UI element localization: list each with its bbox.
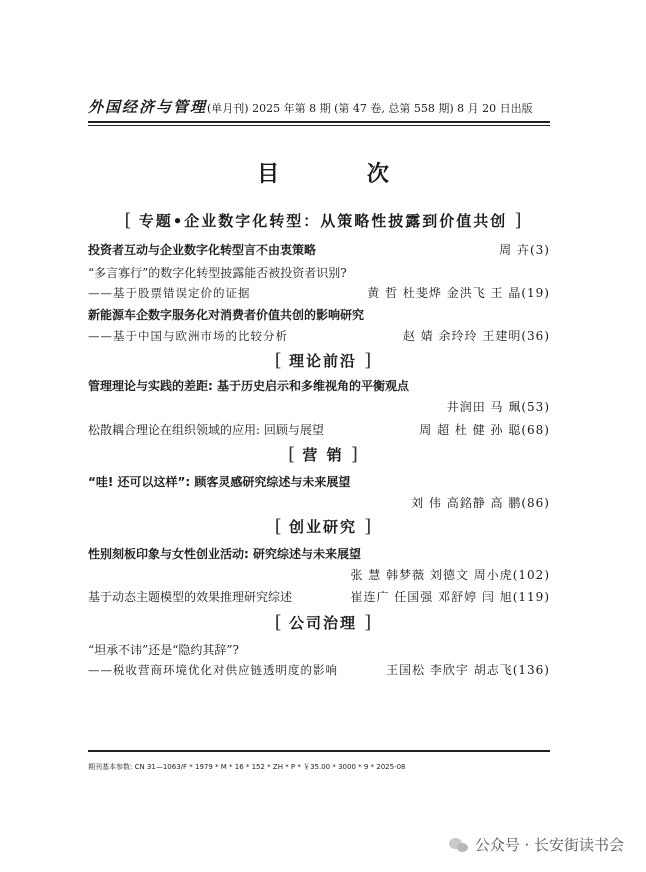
bracket-right-icon: ] [364,612,372,633]
toc-entry[interactable] [88,641,550,658]
toc-entry[interactable] [88,473,550,490]
article-authors-page: 赵 婧 余玲玲 王建明(36) [402,329,550,343]
toc-entry[interactable] [88,377,550,394]
section-heading-theory [0,350,646,371]
toc-entry[interactable] [88,588,550,605]
bracket-right-icon: ] [350,444,358,465]
article-title: 松散耦合理论在组织领域的应用: 回顾与展望 [88,423,324,437]
section-title: 公司治理 [288,614,357,632]
article-title: 新能源车企数字服务化对消费者价值共创的影响研究 [88,308,365,322]
article-authors-page: 王国松 李欣宇 胡志飞(136) [386,663,550,677]
bracket-left-icon: [ [274,350,282,371]
article-authors-page: 周 卉(3) [499,243,550,257]
section-heading-marketing [0,444,646,465]
page-title: 目 次 [257,161,429,187]
bracket-left-icon: [ [274,516,282,537]
section-heading-entrepreneurship [0,516,646,537]
watermark [449,834,624,855]
watermark-text: 公众号 · 长安街读书会 [474,836,624,854]
bracket-left-icon: [ [274,612,282,633]
bracket-left-icon: [ [124,210,132,231]
section-title: 营 销 [302,446,344,464]
article-authors-page: 刘 伟 高銘静 高 鹏(86) [411,496,550,510]
header-rule-thick [88,121,550,123]
toc-entry[interactable] [88,241,550,258]
section-title: 创业研究 [288,518,357,536]
article-authors-page: 周 超 杜 健 孙 聪(68) [419,423,550,437]
article-subtitle: ——基于中国与欧洲市场的比较分析 [88,329,288,343]
header-rule-thin [88,125,550,126]
article-title: 投资者互动与企业数字化转型言不由衷策略 [88,243,317,257]
article-title: 基于动态主题模型的效果推理研究综述 [88,590,293,604]
article-authors-page: 张 慧 韩梦薇 刘德文 周小虎(102) [350,568,550,582]
section-heading-special-topic [0,210,646,231]
bracket-right-icon: ] [364,350,372,371]
journal-name: 外国经济与管理 [88,98,208,116]
section-title: 专题•企业数字化转型：从策略性披露到价值共创 [138,212,508,230]
bracket-left-icon: [ [288,444,296,465]
article-subtitle: ——基于股票错误定价的证据 [88,286,251,300]
article-authors-page: 黄 哲 杜斐烨 金洪飞 王 晶(19) [367,286,550,300]
journal-header [88,96,558,117]
bracket-right-icon: ] [364,516,372,537]
article-subtitle: ——税收营商环境优化对供应链透明度的影响 [88,663,338,677]
toc-entry[interactable] [88,264,550,281]
toc-entry-subline [88,327,550,344]
article-title: “哇! 还可以这样”: 顾客灵感研究综述与未来展望 [88,475,351,489]
toc-entry-subline [88,284,550,301]
toc-entry[interactable] [88,306,550,323]
toc-entry-subline [88,661,550,678]
article-authors-page: 井润田 马 珮(53) [446,400,550,414]
article-title: “坦承不讳”还是“隐约其辞”? [88,643,239,657]
article-title: 性别刻板印象与女性创业活动: 研究综述与未来展望 [88,547,361,561]
article-title: “多言寡行”的数字化转型披露能否被投资者识别? [88,266,347,280]
section-title: 理论前沿 [288,352,357,370]
toc-entry[interactable] [88,421,550,438]
footer-rule [88,750,550,752]
article-authors-page: 崔连广 任国强 邓舒婷 闫 旭(119) [350,590,550,604]
wechat-icon [449,837,469,853]
bracket-right-icon: ] [514,210,522,231]
journal-parameters: 期刊基本参数: CN 31—1063/F * 1979 * M * 16 * 152 * ZH * P * ￥35.00 * 3000 * 9 * 2025-08 [88,763,406,771]
section-heading-governance [0,612,646,633]
issue-info: (单月刊) 2025 年第 8 期 (第 47 卷, 总第 558 期) 8 月 20 日出版 [207,102,533,115]
toc-entry[interactable] [88,545,550,562]
article-title: 管理理论与实践的差距: 基于历史启示和多维视角的平衡观点 [88,379,409,393]
